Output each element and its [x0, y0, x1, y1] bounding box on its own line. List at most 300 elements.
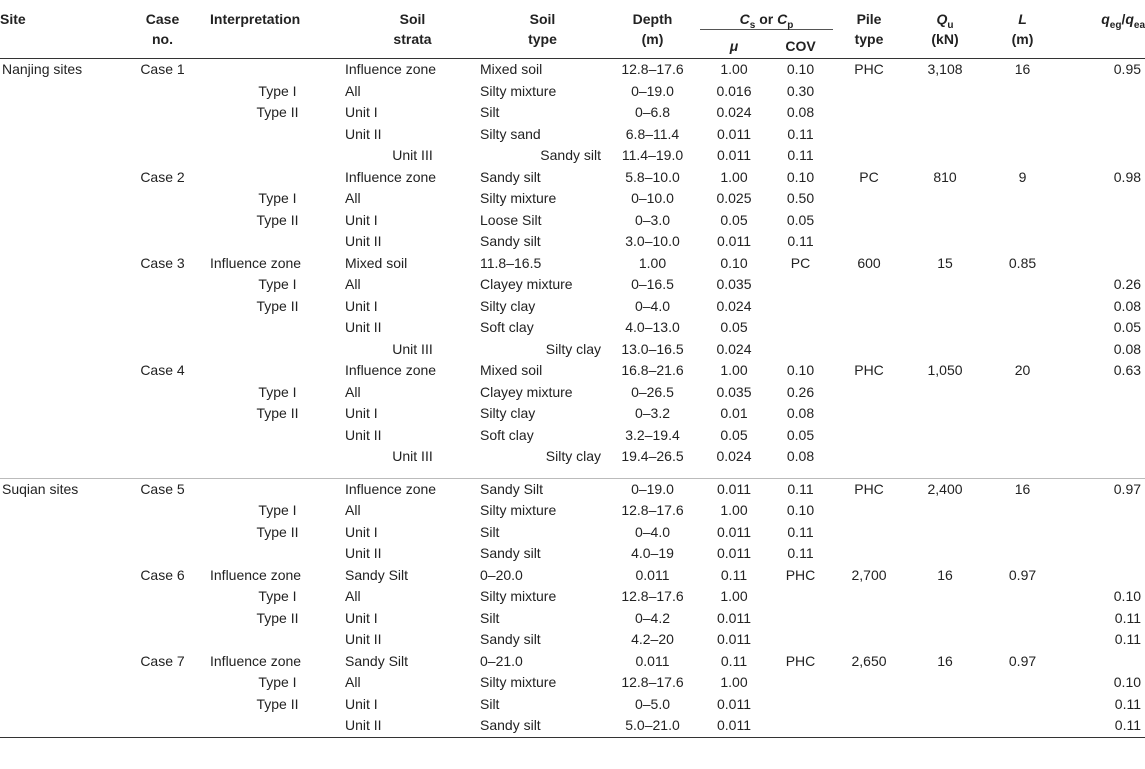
- cell-soil-strata: Unit II: [345, 426, 382, 443]
- cell-soil-strata: Unit I: [345, 104, 378, 120]
- cell-soil-strata: Sandy Silt: [345, 652, 409, 669]
- cell-l: [985, 629, 1060, 651]
- cell-qu: [905, 586, 985, 608]
- cell-interpretation: Type I: [258, 82, 297, 99]
- cell-qu: 1,050: [927, 362, 963, 378]
- cell-qu: [905, 231, 985, 253]
- cell-case: [115, 210, 210, 232]
- header-qu: $Q_u$ (kN): [905, 0, 985, 59]
- cell-mu: 0.05: [720, 426, 748, 443]
- cell-case: Case 6: [140, 566, 185, 583]
- cell-ratio: [1060, 81, 1145, 103]
- table-row: [0, 500, 1145, 522]
- cell-interpretation: Type II: [256, 405, 299, 421]
- cell-ratio: [1060, 210, 1145, 232]
- cell-ratio: 0.10: [1113, 674, 1142, 690]
- cell-ratio: 0.11: [1060, 715, 1145, 737]
- cell-depth: 12.8–17.6: [621, 61, 684, 77]
- cell-l: [985, 296, 1060, 318]
- table-row: [0, 296, 1145, 318]
- cell-depth: 0–3.0: [634, 211, 671, 228]
- cell-soil-type: Silt: [480, 523, 500, 540]
- cell-l: [985, 81, 1060, 103]
- table-row: [0, 145, 1145, 167]
- cell-case: Case 5: [115, 478, 210, 500]
- cell-mu: 1.00: [720, 502, 748, 518]
- cell-cov: PHC: [785, 566, 816, 583]
- cell-soil-strata: Influence zone: [345, 478, 480, 500]
- cell-qu: 2,400: [905, 478, 985, 500]
- cell-l: [985, 124, 1060, 146]
- cell-depth: 0.011: [635, 652, 670, 669]
- table-row: [0, 360, 1145, 382]
- cell-mu: 0.016: [716, 82, 752, 99]
- cell-soil-strata: Influence zone: [345, 61, 437, 77]
- table-row: [0, 651, 1145, 673]
- cell-ratio: 0.11: [1114, 631, 1142, 647]
- cell-soil-strata: Unit III: [392, 340, 433, 357]
- header-interpretation: Interpretation: [210, 0, 345, 59]
- cell-pile-type: [833, 274, 905, 296]
- cell-interpretation: Type I: [258, 674, 297, 690]
- cell-depth: 0–3.2: [634, 405, 671, 421]
- cell-site: [0, 210, 115, 232]
- cell-soil-strata: All: [345, 502, 361, 518]
- cell-pile-type: [833, 446, 905, 468]
- cell-ratio: [1060, 231, 1145, 253]
- cell-site: [0, 231, 115, 253]
- cell-qu: [905, 446, 985, 468]
- cell-qu: [905, 124, 985, 146]
- cell-depth: 4.2–20: [631, 631, 674, 647]
- cell-soil-type: 0–20.0: [480, 566, 523, 583]
- cell-depth: 11.4–19.0: [621, 147, 684, 163]
- cell-ratio: [1060, 651, 1145, 673]
- cell-soil-type: Silty mixture: [480, 502, 557, 518]
- cell-interpretation: Type I: [258, 383, 297, 400]
- cell-site: [0, 382, 115, 404]
- cell-depth: 5.8–10.0: [625, 168, 680, 185]
- cell-l: [985, 102, 1060, 124]
- cell-l: [985, 425, 1060, 447]
- cell-interpretation: [210, 629, 345, 651]
- cell-qu: [905, 425, 985, 447]
- cell-case: [115, 586, 210, 608]
- header-soil-type: Soil type: [480, 0, 605, 59]
- cell-cov: 0.05: [786, 211, 815, 228]
- header-cs-or-cp: $C_s$ or $C_p$: [700, 0, 833, 30]
- cell-pile-type: [833, 715, 905, 737]
- cell-pile-type: [833, 425, 905, 447]
- cell-depth: 0.011: [635, 566, 670, 583]
- table-row: [0, 565, 1145, 587]
- cell-soil-type: Silty mixture: [480, 674, 557, 690]
- cell-site: [0, 188, 115, 210]
- cell-soil-strata: Unit II: [345, 715, 480, 737]
- cell-interpretation: [210, 478, 345, 500]
- cell-case: Case 7: [140, 652, 185, 669]
- cell-interpretation: [210, 124, 345, 146]
- cell-pile-type: [833, 124, 905, 146]
- cell-cov: 0.05: [786, 426, 815, 443]
- cell-qu: [905, 629, 985, 651]
- cell-site: [0, 446, 115, 468]
- cell-interpretation: Type I: [258, 190, 297, 206]
- cell-site: [0, 500, 115, 522]
- cell-soil-type: Silt: [480, 609, 500, 626]
- cell-site: [0, 543, 115, 565]
- cell-depth: 4.0–19: [631, 545, 674, 561]
- cell-site: Nanjing sites: [2, 61, 83, 77]
- cell-interpretation: [210, 59, 345, 81]
- cell-ratio: [1060, 565, 1145, 587]
- cell-case: [115, 102, 210, 124]
- cell-case: [115, 522, 210, 544]
- table-row: [0, 672, 1145, 694]
- cell-interpretation: Type II: [256, 523, 299, 540]
- cell-soil-strata: Unit II: [345, 631, 382, 647]
- cell-cov: [768, 586, 833, 608]
- cell-site: Suqian sites: [0, 478, 115, 500]
- cell-ratio: 0.95: [1113, 61, 1142, 77]
- cell-case: [115, 317, 210, 339]
- cell-l: [985, 543, 1060, 565]
- cell-site: [0, 403, 115, 425]
- cell-interpretation: [210, 339, 345, 361]
- cell-interpretation: Type I: [258, 276, 297, 292]
- cell-cov: [768, 715, 833, 737]
- cell-interpretation: [210, 317, 345, 339]
- cell-ratio: 0.97: [1060, 478, 1145, 500]
- cell-ratio: [1060, 403, 1145, 425]
- cell-soil-type: Clayey mixture: [480, 276, 573, 292]
- table-row: [0, 425, 1145, 447]
- cell-ratio: [1060, 188, 1145, 210]
- cell-site: [0, 672, 115, 694]
- cell-interpretation: [210, 543, 345, 565]
- table-row: [0, 715, 1145, 737]
- cell-interpretation: Type II: [256, 211, 299, 228]
- cell-soil-type: Silty sand: [480, 125, 541, 142]
- cell-soil-type: Silty mixture: [480, 588, 557, 604]
- cell-pile-type: 600: [857, 254, 881, 271]
- table-row: [0, 382, 1145, 404]
- cell-site: [0, 124, 115, 146]
- cell-qu: [905, 188, 985, 210]
- cell-pile-type: PHC: [854, 61, 884, 77]
- cell-case: Case 4: [140, 362, 185, 378]
- cell-case: [115, 715, 210, 737]
- cell-ratio: [1060, 145, 1145, 167]
- cell-soil-strata: Unit I: [345, 405, 378, 421]
- cell-soil-type: Sandy silt: [480, 168, 541, 185]
- cell-interpretation: Type I: [258, 588, 297, 604]
- cell-ratio: 0.63: [1113, 362, 1142, 378]
- cell-soil-type: Silty clay: [480, 297, 536, 314]
- cell-qu: [905, 715, 985, 737]
- cell-soil-strata: Mixed soil: [345, 254, 408, 271]
- table-row: [0, 339, 1145, 361]
- cell-cov: [768, 296, 833, 318]
- cell-cov: 0.30: [786, 82, 815, 99]
- cell-cov: 0.11: [787, 147, 814, 163]
- cell-depth: 4.0–13.0: [625, 319, 680, 335]
- cell-interpretation: [210, 231, 345, 253]
- cell-site: [0, 102, 115, 124]
- cell-cov: 0.11: [787, 233, 814, 249]
- cell-l: [985, 317, 1060, 339]
- cell-site: [0, 360, 115, 382]
- cell-pile-type: [833, 629, 905, 651]
- cell-cov: 0.11: [787, 545, 814, 561]
- cell-depth: 12.8–17.6: [621, 674, 684, 690]
- cell-soil-type: Sandy silt: [540, 147, 601, 163]
- cell-l: [985, 522, 1060, 544]
- header-cov: COV: [768, 30, 833, 59]
- table-header: [0, 0, 1145, 59]
- table-row: [0, 403, 1145, 425]
- table-row: [0, 478, 1145, 500]
- cell-soil-type: Mixed soil: [480, 362, 543, 378]
- cell-soil-strata: Unit I: [345, 523, 378, 540]
- cell-ratio: [1060, 543, 1145, 565]
- cell-interpretation: [210, 167, 345, 189]
- header-depth: Depth (m): [605, 0, 700, 59]
- cell-mu: 1.00: [720, 674, 748, 690]
- cell-l: 0.85: [1008, 254, 1037, 271]
- cell-l: [985, 188, 1060, 210]
- cell-case: [115, 382, 210, 404]
- cell-soil-strata: All: [345, 674, 361, 690]
- table-row: [0, 167, 1145, 189]
- cell-soil-type: Sandy silt: [480, 233, 541, 249]
- cell-pile-type: [833, 522, 905, 544]
- cell-case: [115, 694, 210, 716]
- cell-l: [985, 446, 1060, 468]
- cell-l: [985, 500, 1060, 522]
- cell-qu: [905, 522, 985, 544]
- cell-qu: [905, 608, 985, 630]
- table-row: [0, 231, 1145, 253]
- cell-pile-type: [833, 81, 905, 103]
- cell-mu: 0.011: [717, 233, 751, 249]
- cell-mu: 1.00: [720, 362, 748, 378]
- cell-soil-type: Sandy Silt: [480, 478, 605, 500]
- cell-mu: 0.011: [717, 523, 751, 540]
- header-pile-type: Pile type: [833, 0, 905, 59]
- cell-ratio: 0.08: [1113, 297, 1142, 314]
- cell-case: Case 3: [140, 254, 185, 271]
- cell-cov: 0.08: [786, 448, 815, 464]
- cell-cov: [768, 629, 833, 651]
- cell-site: [0, 274, 115, 296]
- cell-soil-type: Silty mixture: [480, 82, 557, 99]
- cell-interpretation: Influence zone: [210, 566, 302, 583]
- cell-qu: 810: [933, 168, 957, 185]
- cell-pile-type: [833, 339, 905, 361]
- cell-soil-type: Silty clay: [480, 405, 536, 421]
- cell-soil-type: Silty clay: [545, 340, 601, 357]
- cell-mu: 0.024: [716, 104, 752, 120]
- cell-interpretation: Type II: [256, 104, 299, 120]
- cell-l: [985, 694, 1060, 716]
- cell-depth: 0–16.5: [631, 276, 674, 292]
- cell-interpretation: Type II: [256, 297, 299, 314]
- cell-cov: 0.10: [786, 502, 815, 518]
- cell-soil-type: Silt: [480, 104, 500, 120]
- cell-depth: 3.2–19.4: [625, 426, 680, 443]
- cell-qu: [905, 81, 985, 103]
- cell-site: [0, 651, 115, 673]
- header-mu: μ: [700, 30, 768, 59]
- cell-cov: 0.10: [786, 362, 815, 378]
- table-row: [0, 102, 1145, 124]
- cell-soil-type: Soft clay: [480, 319, 534, 335]
- table-row: [0, 188, 1145, 210]
- cell-pile-type: [833, 500, 905, 522]
- cell-soil-strata: Unit III: [392, 147, 433, 163]
- cell-ratio: [1060, 124, 1145, 146]
- cell-l: 16: [1014, 61, 1031, 77]
- cell-cov: [768, 608, 833, 630]
- cell-interpretation: Influence zone: [210, 652, 302, 669]
- cell-pile-type: PHC: [833, 478, 905, 500]
- cell-site: [0, 253, 115, 275]
- cell-interpretation: Type I: [258, 502, 297, 518]
- cell-pile-type: [833, 188, 905, 210]
- table-row: [0, 81, 1145, 103]
- cell-cov: 0.08: [786, 405, 815, 421]
- cell-l: [985, 715, 1060, 737]
- cell-mu: 1.00: [720, 61, 748, 77]
- cell-mu: 0.011: [717, 125, 751, 142]
- cell-case: Case 1: [140, 61, 185, 77]
- cell-l: 0.97: [1008, 566, 1037, 583]
- cell-qu: [905, 210, 985, 232]
- cell-soil-type: Clayey mixture: [480, 383, 573, 400]
- cell-pile-type: [833, 403, 905, 425]
- cell-interpretation: [210, 145, 345, 167]
- cell-ratio: [1060, 102, 1145, 124]
- cell-depth: 19.4–26.5: [621, 448, 684, 464]
- cell-l: [985, 382, 1060, 404]
- table-row: [0, 210, 1145, 232]
- header-site: Site: [0, 0, 115, 59]
- table-row: [0, 543, 1145, 565]
- cell-soil-type: 11.8–16.5: [480, 254, 542, 271]
- cell-case: [115, 296, 210, 318]
- cell-site: [0, 586, 115, 608]
- cell-cov: 0.10: [786, 61, 815, 77]
- cell-cov: 0.26: [786, 383, 815, 400]
- cell-mu: 0.035: [716, 276, 752, 292]
- cell-qu: 15: [937, 254, 953, 271]
- cell-l: 0.97: [1008, 652, 1037, 669]
- table-row: [0, 694, 1145, 716]
- cell-case: [115, 608, 210, 630]
- cell-depth: 12.8–17.6: [621, 502, 684, 518]
- cell-qu: [905, 102, 985, 124]
- cell-qu: [905, 382, 985, 404]
- cell-site: [0, 715, 115, 737]
- cell-ratio: 0.08: [1113, 340, 1142, 357]
- cell-cov: [768, 274, 833, 296]
- cell-pile-type: [833, 694, 905, 716]
- table-row: [0, 586, 1145, 608]
- cell-soil-strata: Unit II: [345, 319, 382, 335]
- table-row: [0, 317, 1145, 339]
- cell-interpretation: [210, 360, 345, 382]
- table-row: [0, 629, 1145, 651]
- cell-depth: 13.0–16.5: [621, 340, 684, 357]
- cell-ratio: 0.11: [1114, 695, 1142, 712]
- cell-case: [115, 339, 210, 361]
- cell-qu: [905, 339, 985, 361]
- cell-site: [0, 565, 115, 587]
- cell-mu: 0.011: [717, 545, 751, 561]
- cell-soil-strata: All: [345, 276, 361, 292]
- cell-qu: 3,108: [927, 61, 963, 77]
- cell-depth: 6.8–11.4: [625, 125, 680, 142]
- cell-depth: 3.0–10.0: [625, 233, 680, 249]
- cell-ratio: 0.11: [1114, 609, 1142, 626]
- header-soil-strata: Soil strata: [345, 0, 480, 59]
- cell-soil-type: 0–21.0: [480, 652, 523, 669]
- cell-soil-strata: All: [345, 82, 361, 99]
- cell-ratio: 0.10: [1113, 588, 1142, 604]
- cell-pile-type: PHC: [854, 362, 884, 378]
- cell-l: [985, 608, 1060, 630]
- cell-ratio: [1060, 500, 1145, 522]
- cell-cov: 0.08: [786, 104, 815, 120]
- cell-mu: 0.01: [720, 405, 748, 421]
- cell-mu: 0.035: [716, 383, 752, 400]
- header-case-no: Case no.: [115, 0, 210, 59]
- cell-ratio: [1060, 382, 1145, 404]
- cell-qu: [905, 296, 985, 318]
- cell-case: [115, 124, 210, 146]
- cell-soil-strata: Sandy Silt: [345, 566, 409, 583]
- cell-site: [0, 167, 115, 189]
- cell-mu: 0.011: [717, 631, 751, 647]
- cell-cov: 0.11: [787, 523, 814, 540]
- cell-interpretation: Type II: [256, 609, 299, 626]
- cell-cov: 0.10: [786, 168, 815, 185]
- cell-soil-strata: Unit I: [345, 297, 378, 314]
- cell-l: 9: [1018, 168, 1027, 185]
- cell-qu: [905, 500, 985, 522]
- cell-soil-type: Sandy silt: [480, 715, 605, 737]
- cell-depth: 16.8–21.6: [621, 362, 684, 378]
- cell-mu: 0.10: [720, 254, 748, 271]
- cell-cov: 0.11: [768, 478, 833, 500]
- cell-mu: 0.11: [720, 652, 748, 669]
- cell-qu: 16: [937, 652, 953, 669]
- cell-l: [985, 586, 1060, 608]
- cell-soil-strata: Influence zone: [345, 168, 437, 185]
- cell-soil-strata: Unit I: [345, 211, 378, 228]
- cell-cov: 0.11: [787, 125, 814, 142]
- cell-mu: 1.00: [720, 588, 748, 604]
- cell-mu: 0.011: [700, 478, 768, 500]
- cell-pile-type: PC: [859, 168, 879, 185]
- cell-interpretation: Type II: [256, 695, 299, 712]
- table-row: [0, 608, 1145, 630]
- cell-cov: [768, 672, 833, 694]
- cell-l: [985, 231, 1060, 253]
- cell-mu: 0.025: [716, 190, 752, 206]
- cell-depth: 0–4.0: [634, 523, 671, 540]
